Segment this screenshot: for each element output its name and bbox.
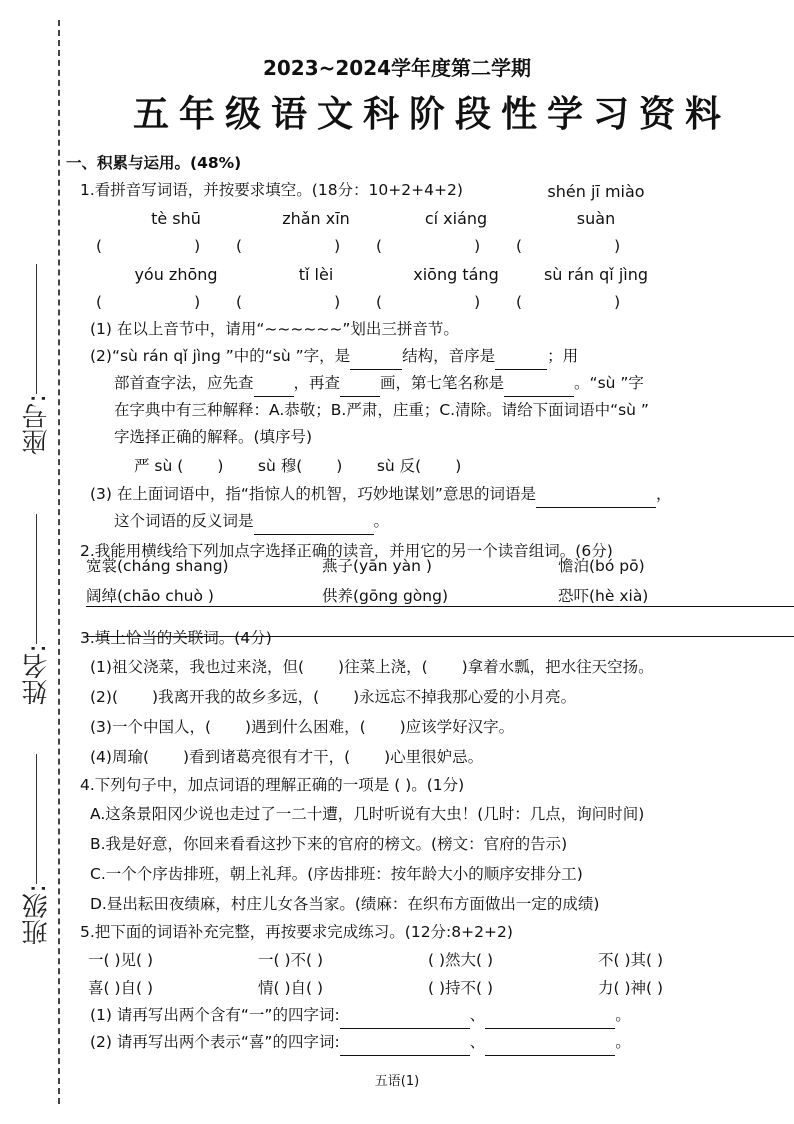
text: (4)周瑜( — [90, 748, 150, 766]
pinyin: shén jī miào suàn — [547, 182, 645, 228]
idiom-item[interactable]: 一( )见( ) — [88, 950, 154, 969]
text: ， — [655, 485, 672, 503]
page-footer: 五语(1) — [374, 1074, 420, 1089]
answer-blank[interactable] — [350, 351, 402, 370]
name-field — [14, 510, 58, 705]
answer-box[interactable] — [516, 233, 656, 260]
q1-sub2-line4: 字选择正确的解释。(填序号) — [114, 428, 313, 446]
text: )永远忘不掉我那心爱的小月亮。 — [353, 688, 577, 706]
answer-blank[interactable] — [322, 618, 558, 637]
text: )心里很妒忌。 — [384, 748, 484, 766]
text: 憺泊(bó pō) — [558, 557, 645, 575]
idiom-item[interactable]: 力( )神( ) — [598, 978, 664, 997]
answer-blank[interactable] — [254, 378, 294, 397]
q1-sub2-line3: 在字典中有三种解释：A.恭敬；B.严肃，庄重；C.清除。请给下面词语中“sù ” — [114, 401, 649, 419]
idiom-item[interactable]: ( )持不( ) — [428, 978, 494, 997]
answer-blank[interactable] — [558, 618, 794, 637]
text: ，再查 — [293, 374, 341, 392]
pinyin: yóu zhōng — [134, 265, 218, 284]
pinyin: xiōng táng — [413, 265, 499, 284]
q5-title: 5.把下面的词语补充完整，再按要求完成练习。(12分:8+2+2) — [80, 923, 513, 941]
answer-box[interactable] — [236, 233, 376, 260]
idiom-item[interactable]: 一( )不( ) — [258, 950, 324, 969]
text: (1)祖父浇菜，我也过来浇，但( — [90, 658, 305, 676]
q4-title: 4.下列句子中，加点词语的理解正确的一项是 ( )。(1分) — [80, 776, 465, 794]
idiom-item[interactable]: 喜( )自( ) — [88, 978, 154, 997]
answer-blank[interactable] — [340, 378, 380, 397]
answer-box[interactable] — [96, 233, 236, 260]
answer-box[interactable] — [96, 289, 236, 316]
answer-blank[interactable] — [340, 1010, 470, 1029]
text: sù 反( — [376, 457, 422, 475]
pinyin-row-2 — [66, 260, 776, 288]
name-label: 姓名: — [21, 644, 52, 705]
pinyin: zhǎn xīn — [282, 209, 350, 228]
q4-option-c[interactable]: C.一个个序齿排班，朝上礼拜。(序齿排班：按年龄大小的顺序安排分工) — [90, 865, 583, 883]
text: )拿着水瓢，把水往天空扬。 — [461, 658, 654, 676]
text: 。 — [615, 1006, 631, 1024]
text: 。 — [615, 1033, 631, 1051]
text: 阔绰(chāo chuò ) — [86, 587, 214, 605]
text: )遇到什么困难，( — [245, 718, 366, 736]
pinyin: tǐ lèi — [298, 265, 334, 284]
idiom-item[interactable]: 不( )其( ) — [598, 950, 664, 969]
class-field — [14, 750, 58, 945]
q5-sub2 — [66, 1029, 776, 1056]
q2-row-2 — [66, 587, 776, 625]
class-label: 班级: — [21, 884, 52, 945]
term-heading: 2023~2024学年度第二学期 — [262, 56, 532, 80]
q5-row-2 — [66, 974, 776, 1002]
text: ) — [455, 457, 462, 475]
answer-blank[interactable] — [485, 1010, 615, 1029]
seat-field — [14, 260, 58, 455]
text: (2) 请再写出两个表示“喜”的四字词: — [90, 1033, 340, 1051]
idiom-item[interactable]: 情( )自( ) — [258, 978, 324, 997]
q5-sub1 — [66, 1002, 776, 1029]
answer-blank[interactable] — [254, 516, 374, 535]
q1-sub3-line1 — [66, 481, 776, 508]
text: 。“sù ”字 — [574, 374, 644, 392]
q3-title: 3.填上恰当的关联词。(4分) — [80, 629, 272, 647]
text: 、 — [469, 1006, 486, 1024]
q3-line-1 — [66, 652, 776, 682]
q4-option-d[interactable]: D.昼出耘田夜绩麻，村庄儿女各当家。(绩麻：在织布方面做出一定的成绩) — [90, 895, 600, 913]
text: ) — [217, 457, 224, 475]
answer-blank[interactable] — [536, 489, 656, 508]
class-line[interactable] — [36, 754, 37, 884]
text: 部首查字法，应先查 — [114, 374, 254, 392]
exam-content — [66, 150, 776, 1056]
answer-blank[interactable] — [504, 378, 574, 397]
text: (2)“sù rán qǐ jìng ”中的“sù ”字，是 — [90, 347, 351, 365]
pinyin: cí xiáng — [424, 209, 488, 228]
q3-line-2 — [66, 682, 776, 712]
q1-sub1: (1) 在以上音节中，请用“~~~~~~”划出三拼音节。 — [90, 320, 459, 338]
text: 恐吓(hè xià) — [558, 587, 649, 605]
text: (2)( — [90, 688, 119, 706]
pinyin: tè shū — [151, 209, 201, 228]
seat-label: 座号: — [21, 394, 52, 455]
q4-option-b[interactable]: B.我是好意，你回来看看这抄下来的官府的榜文。(榜文：官府的告示) — [90, 835, 568, 853]
q1-sub2-line1 — [66, 343, 776, 370]
text: 画，第七笔名称是 — [380, 374, 505, 392]
q4-option-a[interactable]: A.这条景阳冈少说也走过了一二十遭，几时听说有大虫！(几时：几点，询问时间) — [90, 805, 645, 823]
text: sù 穆( — [257, 457, 303, 475]
answer-blank[interactable] — [485, 1037, 615, 1056]
text: )应该学好汉字。 — [399, 718, 515, 736]
answer-box[interactable] — [376, 233, 516, 260]
text: ) — [336, 457, 343, 475]
q5-row-1 — [66, 946, 776, 974]
idiom-item[interactable]: ( )然大( ) — [428, 950, 494, 969]
name-line[interactable] — [36, 514, 37, 644]
text: )往菜上浇，( — [338, 658, 428, 676]
q3-line-3 — [66, 712, 776, 742]
text: 结构，音序是 — [402, 347, 496, 365]
answer-row-1 — [66, 232, 776, 260]
pinyin: sù rán qǐ jìng — [543, 265, 649, 284]
text: (3) 在上面词语中，指“指惊人的机智，巧妙地谋划”意思的词语是 — [90, 485, 536, 503]
text: 、 — [469, 1033, 486, 1051]
text: (3)一个中国人，( — [90, 718, 212, 736]
q1-sub2-line2 — [66, 370, 776, 397]
text: ；用 — [547, 347, 579, 365]
text: 。 — [373, 512, 390, 530]
text: )我离开我的故乡多远，( — [152, 688, 320, 706]
answer-blank[interactable] — [495, 351, 547, 370]
q1-choices — [66, 451, 776, 481]
text: )看到诸葛亮很有才干，( — [183, 748, 351, 766]
text: 这个词语的反义词是 — [114, 512, 254, 530]
page-title: 五年级语文科阶段性学习资料 — [132, 93, 731, 135]
q1-sub3-line2 — [66, 508, 776, 535]
q2-title: 2.我能用横线给下列加点字选择正确的读音，并用它的另一个读音组词。(6分) — [80, 542, 613, 560]
text: 供养(gōng gòng) — [322, 587, 448, 605]
answer-row-2 — [66, 288, 776, 316]
q3-line-4 — [66, 742, 776, 772]
text: 严 sù ( — [134, 457, 184, 475]
answer-box[interactable] — [376, 289, 516, 316]
section-heading: 一、积累与运用。(48%) — [66, 154, 242, 172]
seat-line[interactable] — [36, 264, 37, 394]
answer-box[interactable] — [236, 289, 376, 316]
answer-blank[interactable] — [340, 1037, 470, 1056]
text: 宽裳(cháng shang) — [86, 557, 229, 575]
text: 燕子(yān yàn ) — [322, 557, 432, 575]
binding-dashed-line — [58, 20, 60, 1104]
text: (1) 请再写出两个含有“一”的四字词: — [90, 1006, 340, 1024]
q1-title: 1.看拼音写词语，并按要求填空。(18分：10+2+4+2) — [80, 181, 463, 199]
answer-box[interactable] — [516, 289, 656, 316]
